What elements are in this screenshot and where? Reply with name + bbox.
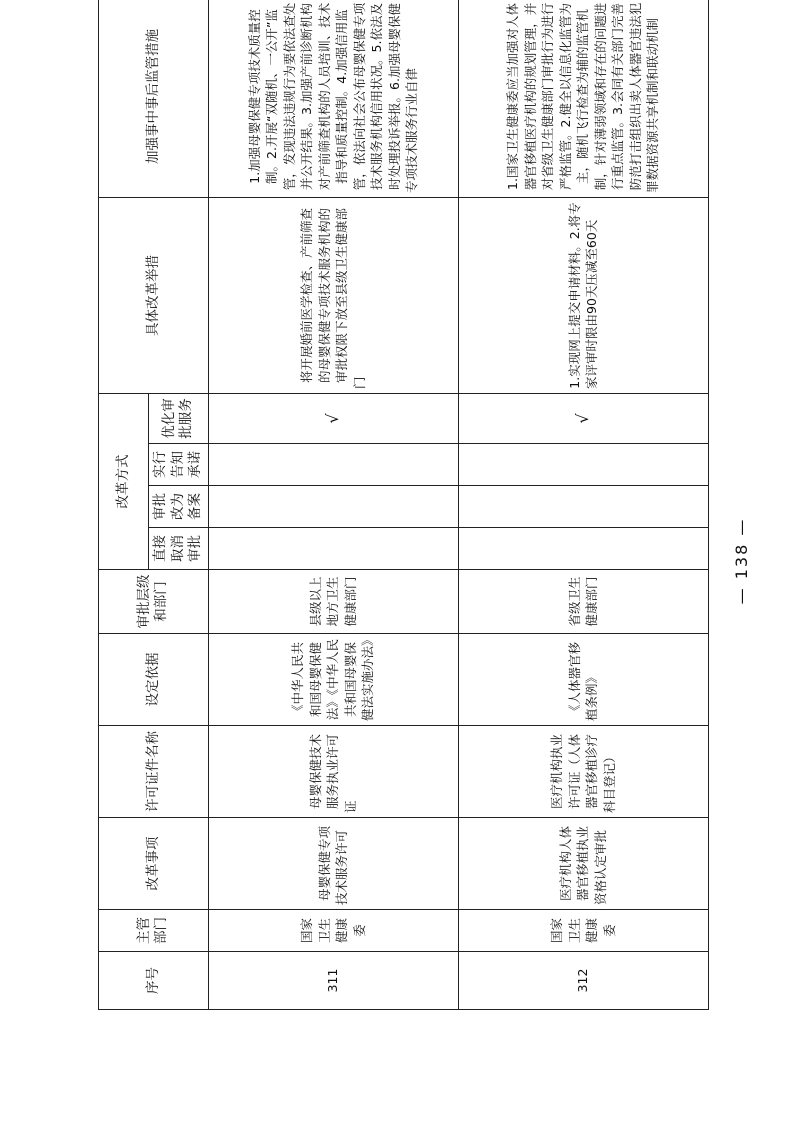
row-mode-notify [208,444,458,486]
row-basis: 《人体器官移植条例》 [458,634,708,726]
reform-table [98,0,709,1010]
row-mode-cancel [208,528,458,570]
header-mode-optimize: 优化审批服务 [149,394,209,444]
header-mode-cancel: 直接取消审批 [149,528,209,570]
check-mark-icon: √ [458,394,708,444]
row-license: 母婴保健技术服务执业许可证 [208,726,458,818]
row-item: 母婴保健专项技术服务许可 [208,818,458,910]
row-item: 医疗机构人体器官移植执业资格认定审批 [458,818,708,910]
header-seq: 序号 [99,952,209,1010]
row-dept: 国家卫生健康委 [208,910,458,952]
header-mode-filing: 审批改为备案 [149,486,209,528]
row-license: 医疗机构执业许可证（人体器官移植诊疗科目登记） [458,726,708,818]
row-dept: 国家卫生健康委 [458,910,708,952]
row-mode-cancel [458,528,708,570]
row-mode-notify [458,444,708,486]
row-level: 县级以上地方卫生健康部门 [208,570,458,634]
row-mode-filing [458,486,708,528]
row-seq: 311 [208,952,458,1010]
row-mode-filing [208,486,458,528]
check-mark-icon: √ [208,394,458,444]
table-row [208,0,458,1010]
header-mode-notify: 实行告知承诺 [149,444,209,486]
header-dept: 主管部门 [99,910,209,952]
page-number: — 138 — [732,517,751,605]
table-row [458,0,708,1010]
header-item: 改革事项 [99,818,209,910]
row-level: 省级卫生健康部门 [458,570,708,634]
row-measures: 1.实现网上提交申请材料。2.将专家评审时限由90天压减至60天 [458,198,708,394]
row-seq: 312 [458,952,708,1010]
row-supervision: 1.国家卫生健康委应当加强对人体器官移植医疗机构的规划管理，并对省级卫生健康部门审批行为进行严格监管。2.健全以信息化监管为主，随机飞行检查为辅的监管机制，针对薄弱领域和存在的问题进行重点监管。3.会同有关部门完善防范打击组织出卖人体器官违法犯罪数据资源共享机制和联动机制 [458,0,708,198]
row-basis: 《中华人民共和国母婴保健法》《中华人民共和国母婴保健法实施办法》 [208,634,458,726]
header-row-1 [99,0,149,1010]
row-supervision: 1.加强母婴保健专项技术质量控制。2.开展“双随机、一公开”监管，发现违法违规行为要依法查处并公开结果。3.加强产前诊断机构对产前筛查机构的人员培训、技术指导和质量控制。4.加强信用监管，依法向社会公布母婴保健专项技术服务机构信用状况。5.依法及时处理投诉举报。6.加强母婴保健专项技术服务行业自律 [208,0,458,198]
row-measures: 将开展婚前医学检查、产前筛查的母婴保健专项技术服务机构的审批权限下放至县级卫生健康部门 [208,198,458,394]
header-level: 审批层级和部门 [99,570,209,634]
header-mode-group: 改革方式 [99,394,149,570]
header-supervision: 加强事中事后监管措施 [99,0,209,198]
header-license: 许可证件名称 [99,726,209,818]
header-measures: 具体改革举措 [99,198,209,394]
header-basis: 设定依据 [99,634,209,726]
